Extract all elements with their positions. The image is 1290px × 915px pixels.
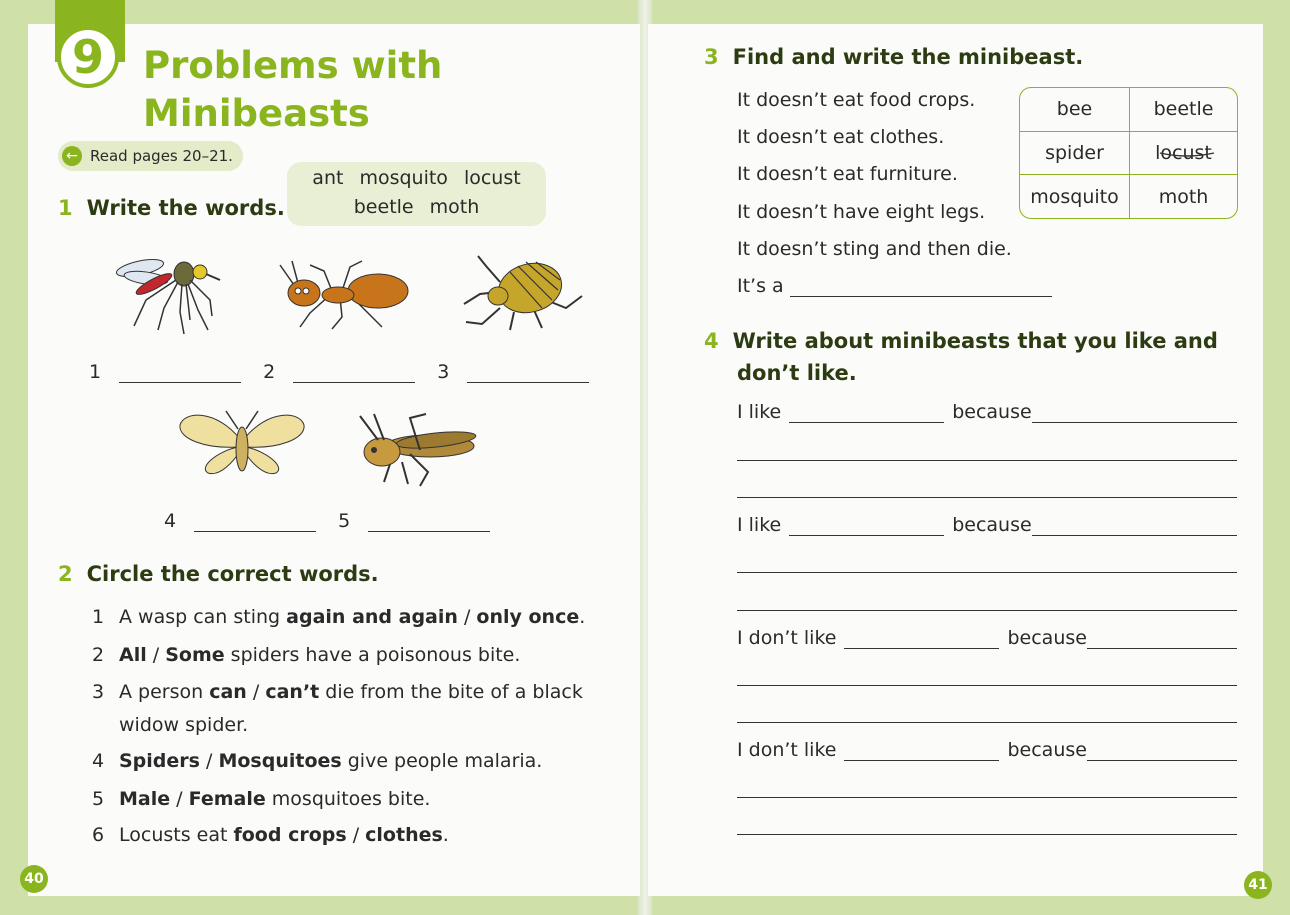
exercise-title: Circle the correct words. [86, 562, 379, 586]
exercise-2-heading [58, 562, 379, 586]
because-label: because [1007, 739, 1087, 761]
answer-blank[interactable] [790, 278, 1052, 297]
option-b[interactable]: Mosquitoes [218, 750, 342, 772]
write-row [737, 739, 1237, 761]
exercise-1-heading [58, 196, 285, 220]
item-text: die from the bite of a black [319, 681, 583, 703]
minibeast-blank[interactable] [844, 742, 999, 761]
grid-word: moth [1158, 185, 1209, 208]
answer-row-4-5 [164, 510, 512, 532]
item-text: A person [119, 681, 210, 703]
sentence-start: I don’t like [737, 627, 837, 649]
clue-text: It doesn’t have eight legs. [737, 201, 986, 223]
answer-prefix: It’s a [737, 275, 784, 297]
writing-line[interactable] [737, 460, 1237, 461]
option-b[interactable]: Female [188, 788, 266, 810]
option-b[interactable]: only once [476, 606, 580, 628]
exercise-title: Write about minibeasts that you like and [732, 329, 1218, 353]
option-a[interactable]: can [209, 681, 247, 703]
crossed-out-mark [1158, 152, 1216, 158]
answer-number: 2 [263, 361, 276, 383]
exercise-number: 4 [704, 329, 719, 353]
minibeast-blank[interactable] [844, 630, 999, 649]
word: moth [429, 196, 480, 218]
answer-blank[interactable] [119, 364, 241, 383]
reason-blank[interactable] [1032, 517, 1237, 536]
write-row [737, 627, 1237, 649]
word: locust [463, 167, 521, 189]
grid-cell [1020, 175, 1130, 218]
word-box [287, 162, 546, 226]
exercise-number: 3 [704, 45, 719, 69]
reason-blank[interactable] [1032, 404, 1237, 423]
grid-cell [1130, 132, 1237, 176]
option-a[interactable]: food crops [233, 824, 347, 846]
grid-cell [1020, 88, 1130, 132]
grid-word: locust [1155, 141, 1212, 164]
locust-illustration [350, 410, 482, 488]
sentence-start: I like [737, 514, 782, 536]
page-number-left: 40 [20, 865, 48, 893]
mosquito-illustration [112, 250, 224, 336]
circle-item [92, 783, 592, 816]
grid-cell [1130, 88, 1237, 132]
answer-blank[interactable] [368, 513, 490, 532]
option-a[interactable]: again and again [286, 606, 458, 628]
item-number: 5 [92, 788, 105, 810]
answer-number: 3 [437, 361, 450, 383]
item-number: 1 [92, 606, 105, 628]
grid-cell [1020, 132, 1130, 176]
writing-line[interactable] [737, 722, 1237, 723]
answer-number: 1 [89, 361, 102, 383]
item-text: Locusts eat [119, 824, 234, 846]
unit-number: 9 [71, 30, 104, 84]
ant-illustration [270, 255, 415, 330]
grid-word: bee [1056, 98, 1093, 121]
minibeast-grid [1019, 87, 1238, 219]
page-number-right: 41 [1244, 871, 1272, 899]
reason-blank[interactable] [1087, 742, 1237, 761]
writing-line[interactable] [737, 685, 1237, 686]
option-a[interactable]: Male [119, 788, 171, 810]
answer-number: 5 [338, 510, 351, 532]
item-text: . [442, 824, 449, 846]
option-separator: / [146, 644, 166, 666]
moth-illustration [176, 405, 308, 483]
option-a[interactable]: All [119, 644, 147, 666]
clue-text: It doesn’t eat clothes. [737, 126, 945, 148]
exercise-title-continued: don’t like. [737, 361, 857, 385]
clue-text: It doesn’t eat food crops. [737, 89, 976, 111]
sentence-start: I like [737, 401, 782, 423]
clue-text: It doesn’t sting and then die. [737, 238, 1012, 260]
because-label: because [1007, 627, 1087, 649]
exercise-number: 1 [58, 196, 73, 220]
writing-line[interactable] [737, 834, 1237, 835]
circle-item [92, 601, 592, 634]
because-label: because [952, 514, 1032, 536]
option-separator: / [199, 750, 219, 772]
item-number: 4 [92, 750, 105, 772]
item-number: 3 [92, 681, 105, 703]
circle-item [92, 819, 592, 852]
write-row [737, 401, 1237, 423]
grid-word: mosquito [1030, 185, 1119, 208]
exercise-4-heading [704, 325, 1218, 389]
answer-blank[interactable] [293, 364, 415, 383]
circle-item [92, 745, 592, 778]
unit-badge [57, 26, 119, 88]
word-row-1 [287, 164, 546, 193]
option-b[interactable]: can’t [265, 681, 320, 703]
beetle-illustration [460, 252, 585, 332]
answer-sentence [737, 275, 1052, 297]
option-b[interactable]: clothes [365, 824, 443, 846]
item-text: mosquitoes bite. [265, 788, 431, 810]
option-separator: / [457, 606, 477, 628]
option-separator: / [246, 681, 266, 703]
reason-blank[interactable] [1087, 630, 1237, 649]
circle-item [92, 676, 592, 742]
title-line-1: Problems with [143, 44, 443, 87]
word-row-2 [287, 193, 546, 222]
answer-row-1-3 [89, 361, 611, 383]
because-label: because [952, 401, 1032, 423]
writing-line[interactable] [737, 497, 1237, 498]
minibeast-blank[interactable] [789, 404, 944, 423]
item-number: 2 [92, 644, 105, 666]
item-number: 6 [92, 824, 105, 846]
exercise-number: 2 [58, 562, 73, 586]
writing-line[interactable] [737, 610, 1237, 611]
item-text: A wasp can sting [119, 606, 287, 628]
item-text-continued: widow spider. [119, 714, 249, 736]
read-pages-label: Read pages 20–21. [90, 147, 233, 165]
option-b[interactable]: Some [165, 644, 225, 666]
answer-blank[interactable] [467, 364, 589, 383]
item-text: give people malaria. [341, 750, 543, 772]
grid-word: beetle [1153, 98, 1214, 121]
writing-line[interactable] [737, 797, 1237, 798]
writing-line[interactable] [737, 572, 1237, 573]
option-separator: / [346, 824, 366, 846]
exercise-title: Write the words. [86, 196, 285, 220]
write-row [737, 514, 1237, 536]
minibeast-blank[interactable] [789, 517, 944, 536]
circle-item [92, 639, 592, 672]
clue-text: It doesn’t eat furniture. [737, 163, 958, 185]
answer-blank[interactable] [194, 513, 316, 532]
option-separator: / [170, 788, 189, 810]
page-title [143, 42, 442, 138]
word: mosquito [359, 167, 448, 189]
grid-cell [1130, 175, 1237, 218]
grid-word: spider [1045, 141, 1104, 164]
sentence-start: I don’t like [737, 739, 837, 761]
exercise-3-heading [704, 45, 1083, 69]
answer-number: 4 [164, 510, 177, 532]
word: ant [312, 167, 344, 189]
back-arrow-icon: ← [62, 146, 82, 166]
word: beetle [353, 196, 414, 218]
title-line-2: Minibeasts [143, 92, 370, 135]
item-text: . [579, 606, 586, 628]
exercise-title: Find and write the minibeast. [732, 45, 1084, 69]
option-a[interactable]: Spiders [119, 750, 200, 772]
read-pages-pill[interactable] [58, 141, 243, 171]
item-text: spiders have a poisonous bite. [224, 644, 521, 666]
